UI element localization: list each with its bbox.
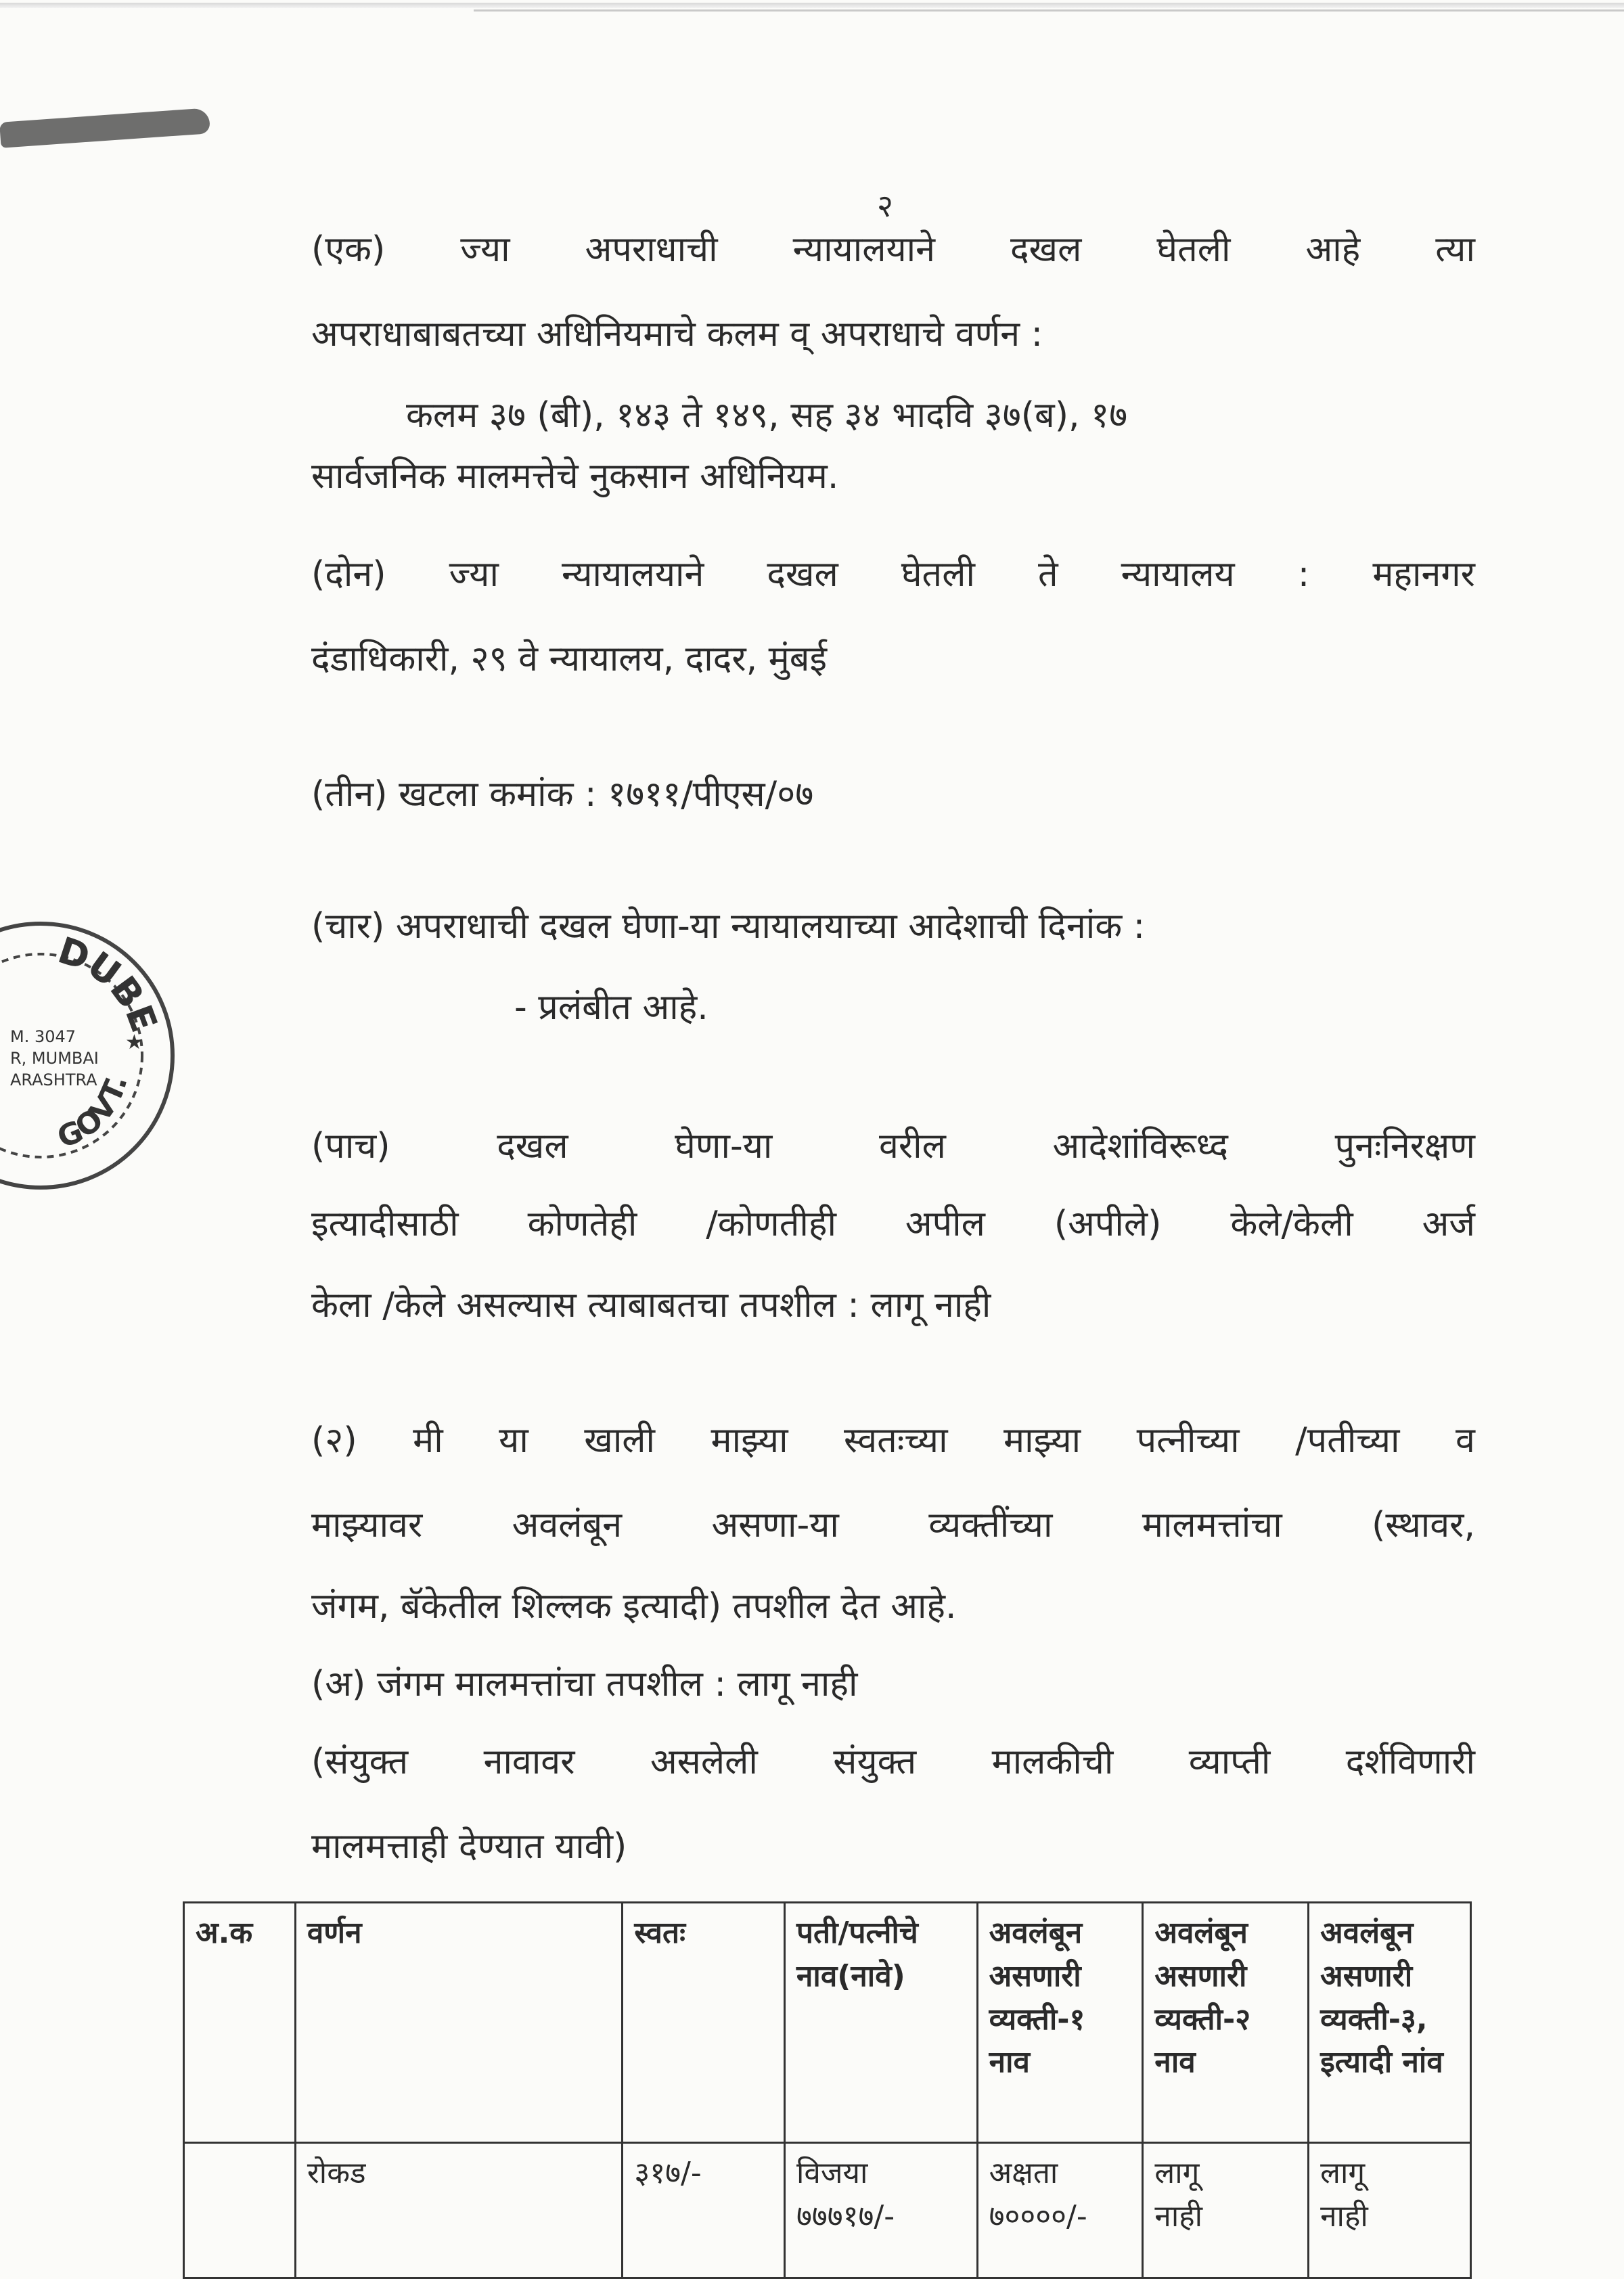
word: दखल — [767, 554, 838, 595]
cell-spouse-amount: ७७७१७/- — [796, 2198, 895, 2234]
word: दर्शविणारी — [1345, 1742, 1475, 1782]
ink-smudge — [0, 108, 210, 148]
cell-spouse-name: विजया — [796, 2156, 868, 2190]
cell-dep1 — [977, 2143, 1143, 2278]
word: /पतीच्या — [1295, 1420, 1400, 1461]
word: अपील — [905, 1204, 985, 1244]
table-row — [184, 2143, 1471, 2278]
word: खाली — [584, 1420, 656, 1461]
word: असणा-या — [711, 1505, 839, 1545]
stamp-star-icon: ★ — [125, 1031, 143, 1054]
word: अर्ज — [1422, 1204, 1475, 1244]
word: (पाच) — [311, 1126, 390, 1167]
cell-dep3 — [1309, 2143, 1471, 2278]
word: (दोन) — [311, 554, 386, 595]
word: न्यायालयाने — [792, 229, 935, 270]
section6-line4: (अ) जंगम मालमत्तांचा तपशील : लागू नाही — [311, 1664, 858, 1705]
stamp-text-bottom: GOVT. — [52, 1072, 135, 1156]
scan-edge-line — [474, 9, 1624, 12]
word: घेणा-या — [675, 1126, 773, 1167]
cell-dep2-l1: लागू — [1154, 2156, 1200, 2190]
word: माझ्या — [710, 1420, 788, 1461]
table-header-row — [184, 1903, 1471, 2143]
word: मी — [413, 1420, 443, 1461]
word: आदेशांविरूध्द — [1052, 1126, 1228, 1167]
word: (२) — [311, 1420, 357, 1461]
word: व — [1456, 1420, 1475, 1461]
header-dep2: अवलंबून असणारी व्यक्ती-२ नाव — [1143, 1903, 1309, 2143]
word: त्या — [1435, 229, 1475, 270]
section5-line1 — [311, 1127, 1475, 1167]
word: : — [1297, 554, 1310, 595]
word: ज्या — [449, 554, 499, 595]
header-dep3: अवलंबून असणारी व्यक्ती-३, इत्यादी नांव — [1309, 1903, 1471, 2143]
section6-line6: मालमत्ताही देण्यात यावी) — [311, 1826, 627, 1867]
word: पत्नीच्या — [1136, 1420, 1240, 1461]
word: (अपीले) — [1054, 1204, 1162, 1244]
word: नावावर — [483, 1742, 575, 1782]
section1-line3: कलम ३७ (बी), १४३ ते १४९, सह ३४ भादवि ३७(ब), १७ — [406, 395, 1128, 436]
section1-line2: अपराधाबाबतच्या अधिनियमाचे कलम व् अपराधाचे वर्णन : — [311, 314, 1043, 355]
cell-sr — [184, 2143, 296, 2278]
word: या — [499, 1420, 528, 1461]
section4-line1: (चार) अपराधाची दखल घेणा-या न्यायालयाच्या आदेशाची दिनांक : — [311, 906, 1146, 947]
assets-table — [183, 1901, 1472, 2279]
word: संयुक्त — [833, 1742, 917, 1782]
cell-self: ३१७/- — [623, 2143, 785, 2278]
cell-dep1-amount: ७००००/- — [989, 2198, 1087, 2234]
cell-dep2-l2: नाही — [1154, 2198, 1202, 2234]
stamp-line3: ARASHTRA — [10, 1070, 97, 1089]
scan-edge — [0, 3, 1624, 8]
page-number: २ — [877, 187, 893, 224]
word: वरील — [878, 1126, 946, 1167]
cell-dep2 — [1143, 2143, 1309, 2278]
section5-line2 — [311, 1204, 1475, 1245]
cell-dep3-l2: नाही — [1320, 2198, 1368, 2234]
word: व्याप्ती — [1188, 1742, 1271, 1782]
notary-stamp — [0, 913, 183, 1198]
section3-line1: (तीन) खटला कमांक : १७११/पीएस/०७ — [311, 774, 814, 815]
word: (एक) — [311, 229, 386, 270]
word: (संयुक्त — [311, 1742, 409, 1782]
section4-line2: - प्रलंबीत आहे. — [514, 987, 708, 1028]
word: दखल — [1010, 229, 1082, 270]
word: स्वतःच्या — [844, 1420, 948, 1461]
header-dep1: अवलंबून असणारी व्यक्ती-१ नाव — [977, 1903, 1143, 2143]
cell-desc: रोकड — [295, 2143, 623, 2278]
word: पुनःनिरक्षण — [1334, 1126, 1475, 1167]
section2-line2: दंडाधिकारी, २९ वे न्यायालय, दादर, मुंबई — [311, 639, 828, 679]
section5-line3: केला /केले असल्यास त्याबाबतचा तपशील : लागू नाही — [311, 1285, 991, 1326]
header-sr: अ.क — [184, 1903, 296, 2143]
word: न्यायालय — [1121, 554, 1235, 595]
word: ज्या — [460, 229, 510, 270]
cell-dep1-name: अक्षता — [989, 2156, 1058, 2190]
section6-line3: जंगम, बॅकेतील शिल्लक इत्यादी) तपशील देत आहे. — [311, 1586, 957, 1627]
header-spouse: पती/पत्नीचे नाव(नावे) — [785, 1903, 978, 2143]
header-self: स्वतः — [623, 1903, 785, 2143]
cell-spouse — [785, 2143, 978, 2278]
word: /कोणतीही — [706, 1204, 836, 1244]
word: माझ्यावर — [311, 1505, 423, 1545]
cell-dep3-l1: लागू — [1320, 2156, 1366, 2190]
section1-line4: सार्वजनिक मालमत्तेचे नुकसान अधिनियम. — [311, 456, 839, 497]
section6-line5 — [311, 1742, 1475, 1783]
word: अपराधाची — [585, 229, 718, 270]
word: मालकीची — [991, 1742, 1114, 1782]
stamp-text-top: DUBE — [53, 928, 166, 1038]
stamp-line1: M. 3047 — [10, 1027, 76, 1046]
word: न्यायालयाने — [561, 554, 704, 595]
word: कोणतेही — [527, 1204, 637, 1244]
word: महानगर — [1372, 554, 1475, 595]
word: माझ्या — [1003, 1420, 1081, 1461]
word: असलेली — [650, 1742, 758, 1782]
section6-line1 — [311, 1421, 1475, 1462]
word: आहे — [1305, 229, 1361, 270]
word: दखल — [497, 1126, 568, 1167]
section6-line2 — [311, 1506, 1475, 1546]
word: घेतली — [1156, 229, 1231, 270]
word: (स्थावर, — [1372, 1505, 1475, 1545]
section1-line1 — [311, 230, 1475, 271]
word: ते — [1037, 554, 1058, 595]
word: घेतली — [901, 554, 975, 595]
header-desc: वर्णन — [295, 1903, 623, 2143]
word: मालमत्तांचा — [1142, 1505, 1282, 1545]
word: केले/केली — [1230, 1204, 1353, 1244]
word: अवलंबून — [512, 1505, 623, 1545]
stamp-line2: R, MUMBAI — [10, 1049, 99, 1068]
word: व्यक्तींच्या — [928, 1505, 1053, 1545]
word: इत्यादीसाठी — [311, 1204, 459, 1244]
section2-line1 — [311, 555, 1475, 595]
